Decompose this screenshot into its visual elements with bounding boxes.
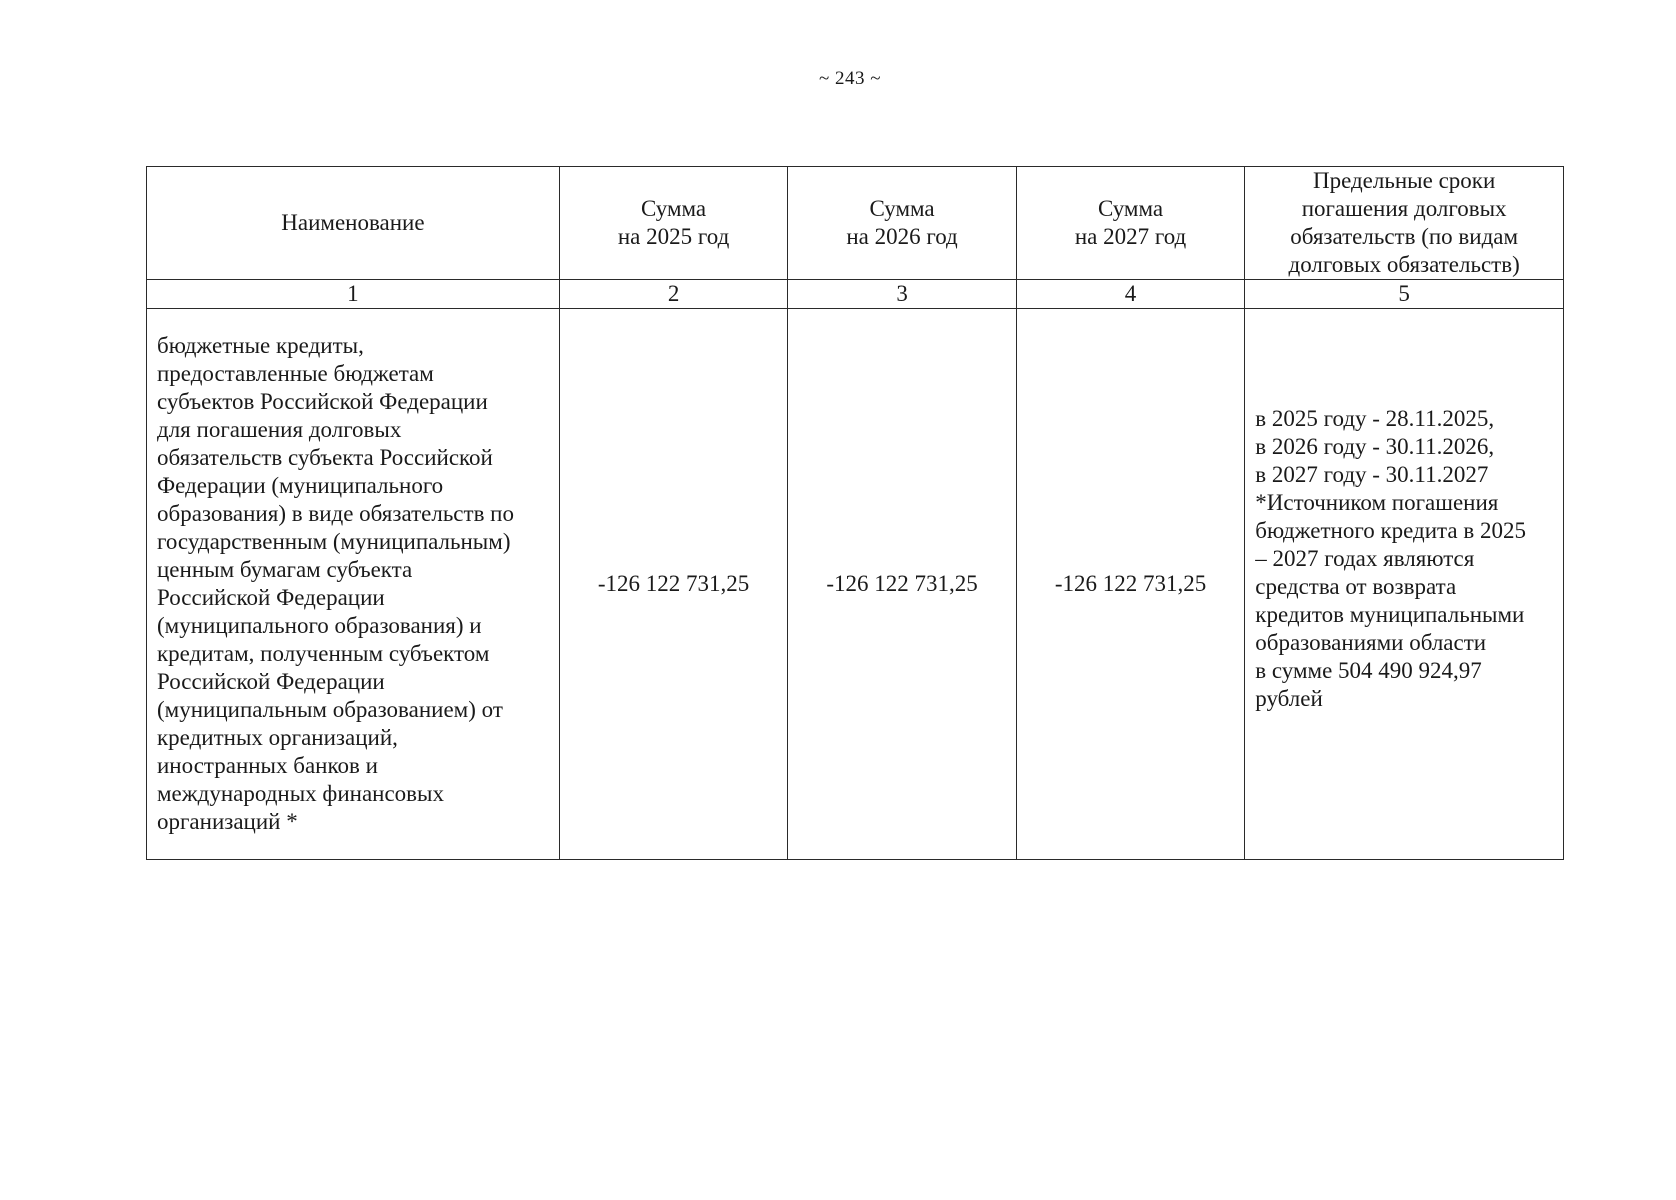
row-name-line: (муниципального образования) и (157, 613, 482, 638)
page-number: ~ 243 ~ (818, 68, 882, 89)
term-line: в 2025 году - 28.11.2025, (1255, 406, 1495, 431)
term-line: кредитов муниципальными (1255, 602, 1525, 627)
row-name-line: кредитных организаций, (157, 725, 398, 750)
row-name-line: организаций * (157, 809, 298, 834)
header-sum-2027-line-1: Сумма (1097, 196, 1164, 221)
sum-2025-cell: -126 122 731,25 (559, 309, 787, 860)
term-line: *Источником погашения (1255, 490, 1499, 515)
row-name-line: бюджетные кредиты, (157, 333, 364, 358)
row-name-line: обязательств субъекта Российской (157, 445, 493, 470)
header-name (147, 167, 560, 280)
header-sum-2026 (788, 167, 1016, 280)
column-number-4: 4 (1016, 280, 1244, 309)
header-name-label: Наименование (281, 210, 425, 235)
sum-2027-cell: -126 122 731,25 (1016, 309, 1244, 860)
header-repayment-terms (1245, 167, 1564, 280)
row-name-line: предоставленные бюджетам (157, 361, 434, 386)
column-number-2: 2 (559, 280, 787, 309)
header-terms-line-3: обязательств (по видам (1290, 224, 1519, 249)
row-name-line: субъектов Российской Федерации (157, 389, 488, 414)
debt-obligations-table (146, 166, 1564, 860)
header-terms-line-1: Предельные сроки (1312, 168, 1496, 193)
row-name-line: иностранных банков и (157, 753, 378, 778)
row-name-line: государственным (муниципальным) (157, 529, 511, 554)
term-line: – 2027 годах являются (1255, 546, 1475, 571)
row-name-line: Российской Федерации (157, 669, 385, 694)
row-name-line: (муниципальным образованием) от (157, 697, 503, 722)
row-name-line: для погашения долговых (157, 417, 402, 442)
term-line: в 2027 году - 30.11.2027 (1255, 462, 1489, 487)
header-sum-2025-line-1: Сумма (641, 196, 707, 221)
row-name-line: Российской Федерации (157, 585, 385, 610)
header-sum-2026-line-1: Сумма (869, 196, 935, 221)
row-name-line: образования) в виде обязательств по (157, 501, 514, 526)
term-line: рублей (1255, 686, 1323, 711)
header-sum-2025 (559, 167, 787, 280)
repayment-terms-cell (1245, 309, 1564, 860)
row-name-line: Федерации (муниципального (157, 473, 444, 498)
table-header-row (147, 167, 1564, 280)
column-number-5: 5 (1245, 280, 1564, 309)
header-sum-2025-line-2: на 2025 год (617, 224, 730, 249)
table-row (147, 309, 1564, 860)
column-number-row (147, 280, 1564, 309)
sum-2026-cell: -126 122 731,25 (788, 309, 1016, 860)
row-name-line: кредитам, полученным субъектом (157, 641, 490, 666)
column-number-1: 1 (147, 280, 560, 309)
row-name-line: ценным бумагам субъекта (157, 557, 413, 582)
row-name-cell (147, 309, 560, 860)
header-terms-line-2: погашения долговых (1301, 196, 1507, 221)
header-sum-2027 (1016, 167, 1244, 280)
term-line: в 2026 году - 30.11.2026, (1255, 434, 1495, 459)
column-number-3: 3 (788, 280, 1016, 309)
term-line: образованиями области (1255, 630, 1487, 655)
term-line: средства от возврата (1255, 574, 1457, 599)
term-line: бюджетного кредита в 2025 (1255, 518, 1526, 543)
header-sum-2027-line-2: на 2027 год (1074, 224, 1187, 249)
header-sum-2026-line-2: на 2026 год (846, 224, 958, 249)
header-terms-line-4: долговых обязательств) (1288, 252, 1520, 277)
term-line: в сумме 504 490 924,97 (1255, 658, 1482, 683)
row-name-line: международных финансовых (157, 781, 444, 806)
